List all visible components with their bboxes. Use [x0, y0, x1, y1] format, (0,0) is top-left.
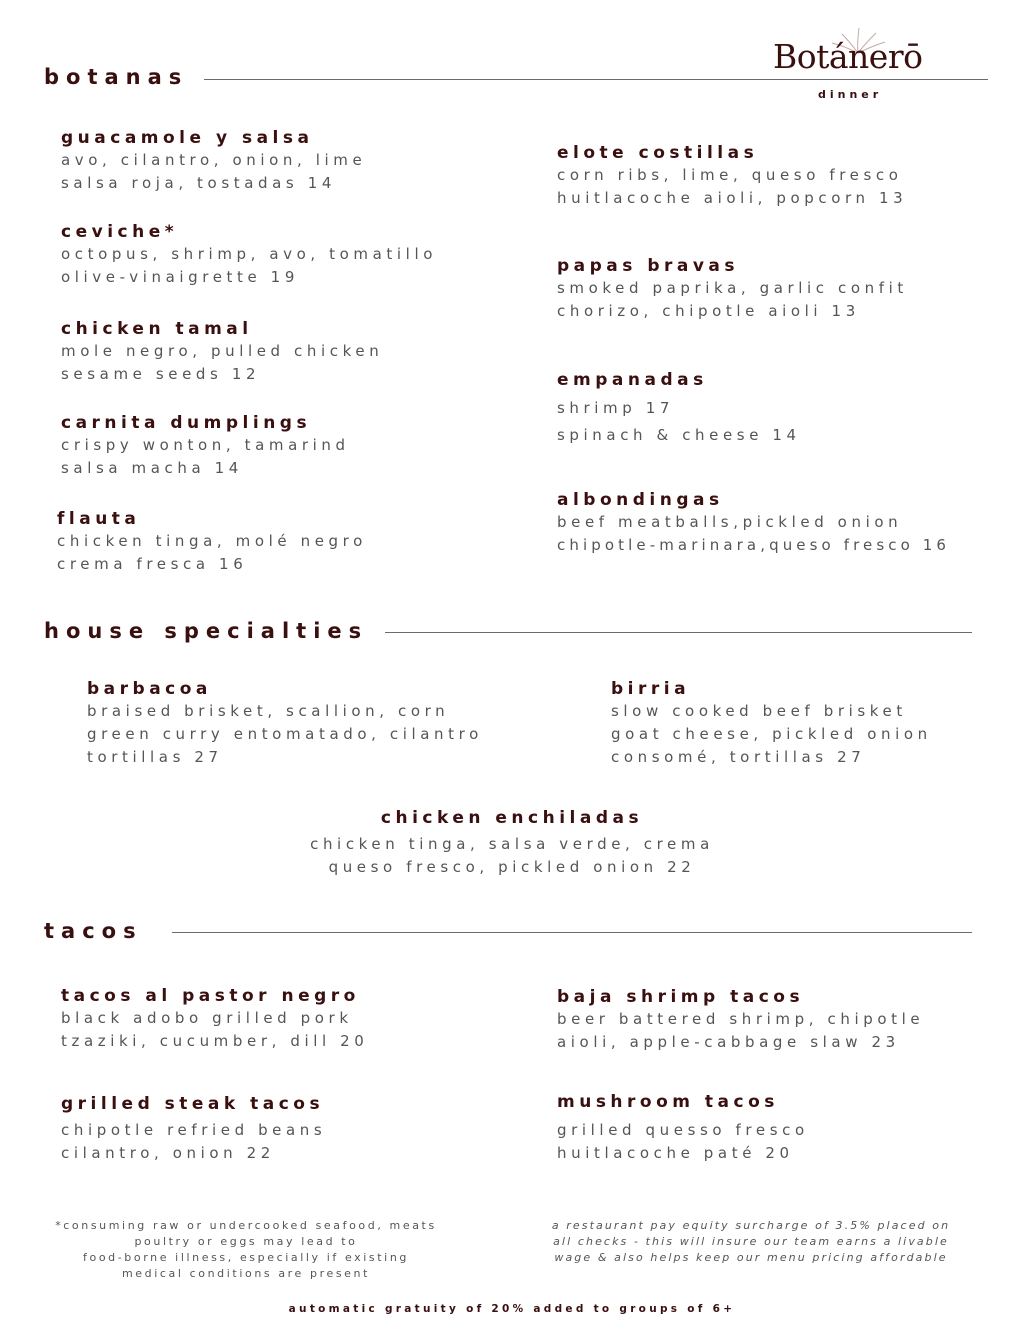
menu-item — [557, 369, 801, 447]
item-description: cilantro, onion 22 — [61, 1144, 275, 1162]
item-description: olive-vinaigrette 19 — [61, 268, 299, 286]
menu-item — [61, 412, 350, 480]
gratuity-note: automatic gratuity of 20% added to groups of 6+ — [288, 1303, 736, 1315]
menu-item — [557, 255, 908, 323]
item-description: octopus, shrimp, avo, tomatillo — [61, 245, 437, 263]
item-description: slow cooked beef brisket — [611, 702, 907, 720]
note-line: medical conditions are present — [121, 1267, 371, 1280]
menu-item — [557, 489, 950, 557]
item-name: birria — [611, 679, 691, 699]
item-description: braised brisket, scallion, corn — [87, 702, 450, 720]
section-title-botanas: botanas — [44, 65, 189, 89]
note-line: a restaurant pay equity surcharge of 3.5% placed on — [551, 1219, 951, 1232]
menu-item — [611, 678, 932, 769]
section-divider — [172, 932, 972, 933]
section-title-tacos: tacos — [44, 919, 143, 943]
menu-item — [61, 1093, 326, 1165]
item-name: empanadas — [557, 370, 708, 390]
menu-item — [557, 986, 924, 1054]
item-name: chicken tamal — [61, 319, 253, 339]
item-description: huitlacoche paté 20 — [557, 1144, 794, 1162]
item-name: barbacoa — [87, 679, 212, 699]
item-description: queso fresco, pickled onion 22 — [328, 858, 696, 876]
item-description: black adobo grilled pork — [61, 1009, 353, 1027]
item-description: chipotle refried beans — [61, 1121, 327, 1139]
item-description: shrimp 17 — [557, 399, 675, 417]
menu-item — [61, 985, 368, 1053]
item-description: chorizo, chipotle aioli 13 — [557, 302, 860, 320]
item-description: beef meatballs,pickled onion — [557, 513, 903, 531]
item-description: huitlacoche aioli, popcorn 13 — [557, 189, 908, 207]
item-name: elote costillas — [557, 143, 759, 163]
item-name: ceviche* — [61, 222, 179, 242]
menu-item — [557, 1091, 809, 1165]
item-description: green curry entomatado, cilantro — [87, 725, 483, 743]
section-divider — [385, 632, 972, 633]
item-description: crispy wonton, tamarind — [61, 436, 350, 454]
item-description: crema fresca 16 — [57, 555, 248, 573]
surcharge-note — [506, 1218, 996, 1266]
item-description: mole negro, pulled chicken — [61, 342, 384, 360]
note-line: wage & also helps keep our menu pricing affordable — [554, 1251, 948, 1264]
item-name: baja shrimp tacos — [557, 987, 805, 1007]
item-description: smoked paprika, garlic confit — [557, 279, 908, 297]
item-description: goat cheese, pickled onion — [611, 725, 932, 743]
menu-item — [61, 318, 383, 386]
item-description: beer battered shrimp, chipotle — [557, 1010, 925, 1028]
menu-item — [61, 127, 366, 195]
item-name: mushroom tacos — [557, 1092, 779, 1112]
seafood-warning-note — [26, 1218, 466, 1282]
item-name: papas bravas — [557, 256, 740, 276]
item-description: chipotle-marinara,queso fresco 16 — [557, 536, 951, 554]
brand-logo — [770, 28, 930, 103]
note-line: *consuming raw or undercooked seafood, meats — [55, 1219, 437, 1232]
item-name: guacamole y salsa — [61, 128, 314, 148]
item-description: aioli, apple-cabbage slaw 23 — [557, 1033, 900, 1051]
section-divider — [204, 79, 988, 80]
item-name: flauta — [57, 509, 141, 529]
note-line: all checks - this will insure our team earns a livable — [553, 1235, 949, 1248]
menu-item — [87, 678, 483, 769]
note-line: food-borne illness, especially if existing — [83, 1251, 409, 1264]
menu-item — [557, 142, 907, 210]
item-name: chicken enchiladas — [380, 808, 644, 828]
menu-item — [57, 508, 367, 576]
brand-subtitle: dinner — [818, 88, 883, 101]
item-description: salsa roja, tostadas 14 — [61, 174, 336, 192]
item-description: tortillas 27 — [87, 748, 223, 766]
item-description: grilled quesso fresco — [557, 1121, 809, 1139]
menu-item — [262, 807, 762, 879]
item-name: carnita dumplings — [61, 413, 312, 433]
section-title-house-specialties: house specialties — [44, 619, 369, 643]
item-name: tacos al pastor negro — [61, 986, 360, 1006]
item-description: salsa macha 14 — [61, 459, 243, 477]
note-line: poultry or eggs may lead to — [134, 1235, 358, 1248]
item-description: tzaziki, cucumber, dill 20 — [61, 1032, 369, 1050]
item-name: grilled steak tacos — [61, 1094, 325, 1114]
item-description: spinach & cheese 14 — [557, 426, 801, 444]
item-description: chicken tinga, molé negro — [57, 532, 367, 550]
item-description: avo, cilantro, onion, lime — [61, 151, 367, 169]
menu-item — [61, 221, 437, 289]
item-description: sesame seeds 12 — [61, 365, 261, 383]
item-description: consomé, tortillas 27 — [611, 748, 866, 766]
item-description: chicken tinga, salsa verde, crema — [310, 835, 714, 853]
brand-name: Botánerō — [773, 37, 923, 76]
item-description: corn ribs, lime, queso fresco — [557, 166, 903, 184]
item-name: albondingas — [557, 490, 724, 510]
